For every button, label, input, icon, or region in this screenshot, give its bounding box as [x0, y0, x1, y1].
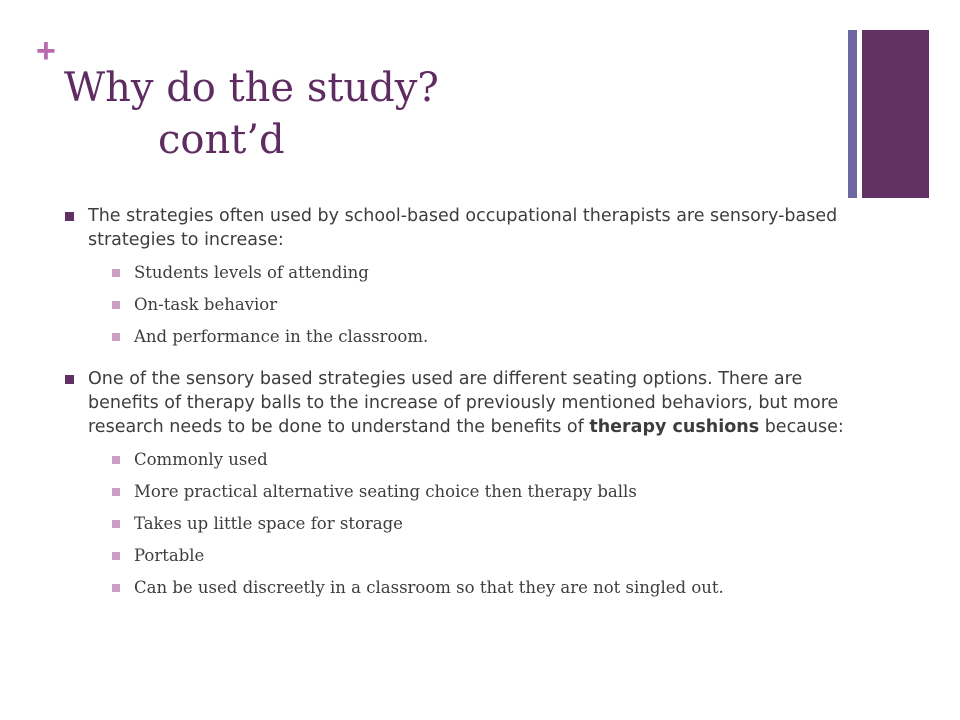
title-line-1: Why do the study?: [64, 65, 439, 111]
sub-bullet-item: More practical alternative seating choice then therapy balls: [88, 480, 844, 504]
sub-bullet-item: On-task behavior: [88, 293, 844, 317]
sub-bullet-item: And performance in the classroom.: [88, 325, 844, 349]
bullet-text: The strategies often used by school-based occupational therapists are sensory-based strategies to increase:: [88, 206, 838, 250]
bullet-text: One of the sensory based strategies used are different seating options. There are benefits of therapy balls to the increase of previously mentioned behaviors, but more research needs to be done to understand the benefits of: [88, 369, 839, 437]
bullet-list: [64, 204, 844, 600]
sub-bullet-item: Students levels of attending: [88, 261, 844, 285]
bullet-item: [64, 204, 844, 349]
bullet-text-bold: therapy cushions: [589, 417, 760, 437]
sub-bullet-item: Can be used discreetly in a classroom so that they are not singled out.: [88, 576, 844, 600]
title-line-2: cont’d: [158, 117, 285, 163]
sub-bullet-item: Commonly used: [88, 448, 844, 472]
decorative-bar-thin: [848, 30, 857, 198]
sub-bullet-list: [88, 261, 844, 349]
bullet-text-end: because:: [759, 417, 844, 437]
bullet-item: [64, 367, 844, 600]
slide-title: [64, 62, 439, 166]
sub-bullet-list: [88, 448, 844, 600]
sub-bullet-item: Portable: [88, 544, 844, 568]
slide-body: [64, 204, 844, 608]
decorative-bar-wide: [862, 30, 929, 198]
sub-bullet-item: Takes up little space for storage: [88, 512, 844, 536]
plus-icon: +: [36, 32, 56, 70]
